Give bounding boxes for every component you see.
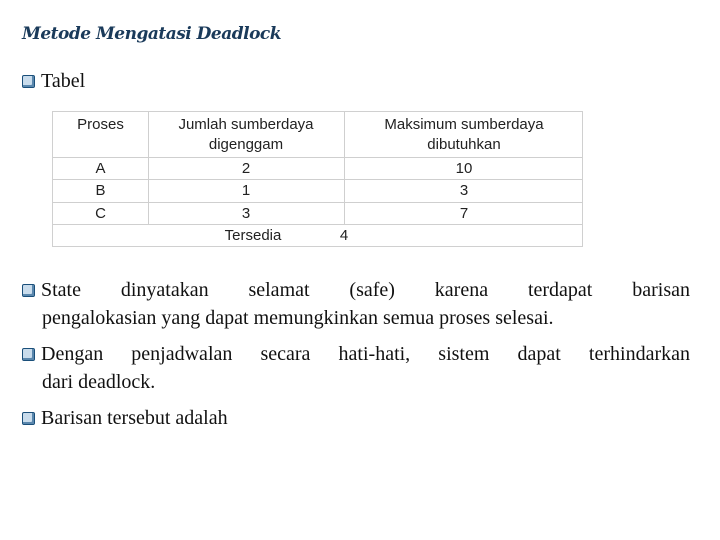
cell-maksimum: 3 xyxy=(459,182,469,199)
bullet-state-text1: State dinyatakan selamat (safe) karena terdapat barisan xyxy=(41,279,690,301)
bullet-tabel xyxy=(22,70,85,93)
table-row xyxy=(53,158,582,180)
table-row xyxy=(53,180,582,203)
header-proses xyxy=(53,112,148,157)
bullet-barisan-text1: Barisan tersebut adalah xyxy=(41,407,228,429)
header-maksimum-line2: dibutuhkan xyxy=(427,136,501,153)
table-grid-line xyxy=(344,112,345,225)
bullet-state xyxy=(22,276,690,332)
cell-jumlah: 1 xyxy=(241,182,251,199)
footer-tersedia-value: 4 xyxy=(339,227,349,244)
table-footer-row xyxy=(53,225,582,246)
table-row xyxy=(53,203,582,225)
bullet-penjadwalan xyxy=(22,340,690,396)
bullet-checkbox-icon xyxy=(22,284,35,297)
bullet-checkbox-icon xyxy=(22,348,35,361)
bullet-penjadwalan-text1: Dengan penjadwalan secara hati-hati, sistem dapat terhindarkan xyxy=(41,343,690,365)
header-jumlah-line1: Jumlah sumberdaya xyxy=(178,116,314,133)
bullet-checkbox-icon xyxy=(22,412,35,425)
bullet-state-line1 xyxy=(22,276,690,304)
bullet-state-line2: pengalokasian yang dapat memungkinkan semua proses selesai. xyxy=(42,307,554,329)
bullet-barisan-line1 xyxy=(22,404,690,432)
header-maksimum xyxy=(344,112,584,157)
cell-maksimum: 10 xyxy=(455,160,473,177)
cell-proses: B xyxy=(95,182,106,199)
header-jumlah-line2: digenggam xyxy=(208,136,284,153)
resource-table xyxy=(52,111,583,247)
cell-jumlah: 3 xyxy=(241,205,251,222)
bullet-penjadwalan-line1 xyxy=(22,340,690,368)
header-jumlah xyxy=(148,112,344,157)
bullet-barisan xyxy=(22,404,690,432)
cell-maksimum: 7 xyxy=(459,205,469,222)
table-header-row xyxy=(53,112,582,158)
bullet-penjadwalan-line2: dari deadlock. xyxy=(42,371,156,393)
cell-proses: C xyxy=(95,205,106,222)
table-grid-line xyxy=(148,112,149,225)
cell-jumlah: 2 xyxy=(241,160,251,177)
header-proses-text: Proses xyxy=(77,116,124,133)
bullet-tabel-label: Tabel xyxy=(41,70,86,92)
cell-proses: A xyxy=(95,160,106,177)
bullet-checkbox-icon xyxy=(22,75,35,88)
footer-tersedia-label: Tersedia xyxy=(224,227,282,244)
slide-title: Metode Mengatasi Deadlock xyxy=(22,24,282,44)
header-maksimum-line1: Maksimum sumberdaya xyxy=(384,116,544,133)
